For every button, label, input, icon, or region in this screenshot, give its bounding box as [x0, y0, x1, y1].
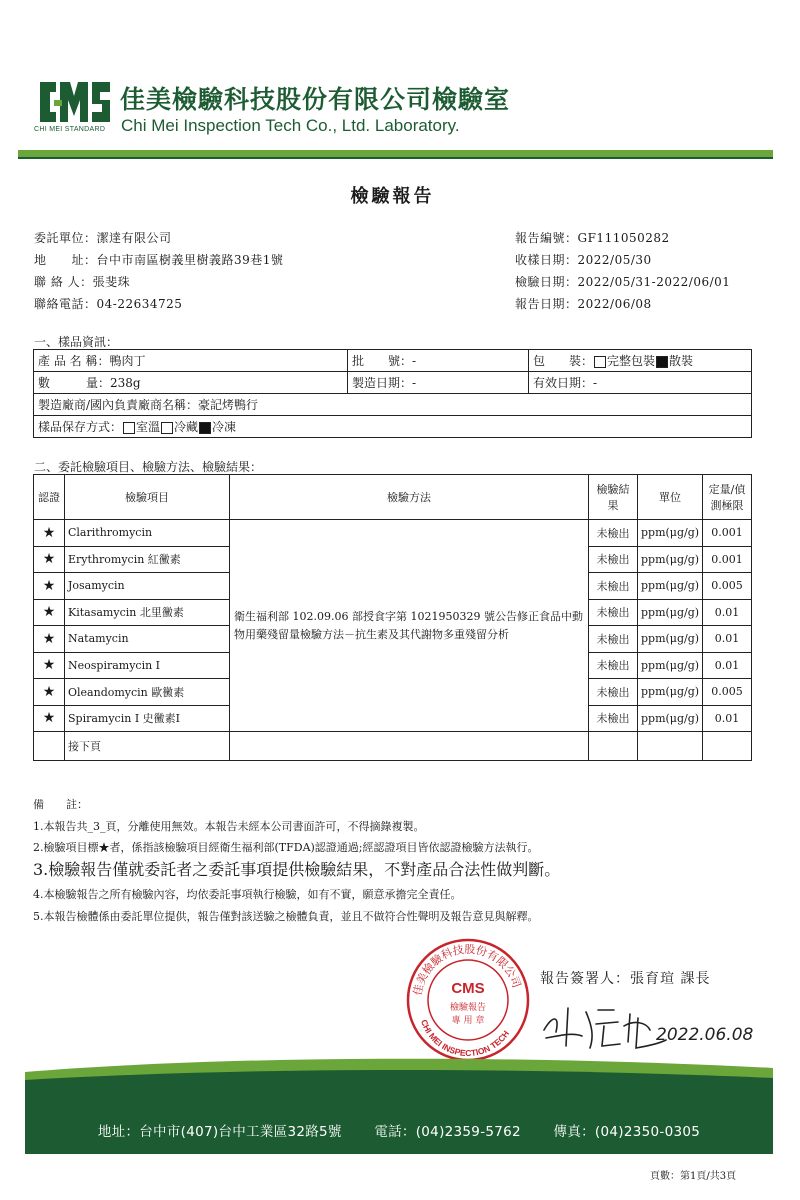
header-method: 檢驗方法: [230, 475, 589, 520]
test-limit: 0.005: [703, 573, 752, 600]
manufacturer-cell: 製造廠商/國內負責廠商名稱：豪記烤鴨行: [34, 394, 752, 416]
test-limit: 0.01: [703, 652, 752, 679]
test-result: 未檢出: [589, 652, 638, 679]
header-unit: 單位: [638, 475, 703, 520]
star-icon: ★: [34, 573, 65, 600]
client-phone: 聯絡電話：04-22634725: [34, 297, 183, 311]
test-item: Kitasamycin 北里黴素: [65, 599, 230, 626]
star-icon: ★: [34, 626, 65, 653]
svg-text:檢驗報告: 檢驗報告: [449, 1003, 487, 1013]
company-seal: [405, 937, 531, 1063]
svg-text:專 用 章: 專 用 章: [451, 1016, 485, 1026]
note-5: 5.本報告檢體係由委託單位提供，報告僅對該送驗之檢體負責，並且不做符合性聲明及報告意見與解釋。: [33, 910, 539, 923]
star-icon: ★: [34, 679, 65, 706]
note-1: 1.本報告共_3_頁，分離使用無效。本報告未經本公司書面許可，不得摘錄複製。: [33, 820, 425, 833]
storage-cell: 樣品保存方式： 室溫 冷藏 冷凍: [34, 416, 752, 438]
received-date: 收樣日期：2022/05/30: [515, 253, 652, 267]
test-limit: 0.01: [703, 599, 752, 626]
test-item: Natamycin: [65, 626, 230, 653]
header-cert: 認證: [34, 475, 65, 520]
continued-label: 接下頁: [65, 732, 230, 761]
test-result: 未檢出: [589, 626, 638, 653]
svg-text:CMS: CMS: [451, 980, 485, 997]
exp-date-cell: 有效日期：-: [529, 372, 752, 394]
footer-fax: 傳真：(04)2350-0305: [553, 1124, 701, 1140]
footer-address: 地址：台中市(407)台中工業區32路5號: [97, 1124, 342, 1140]
svg-text:CHI MEI INSPECTION TECH: CHI MEI INSPECTION TECH: [419, 1018, 512, 1059]
test-item: Josamycin: [65, 573, 230, 600]
checkbox-bulk-checked: [656, 356, 668, 368]
note-4: 4.本檢驗報告之所有檢驗內容，均依委託事項執行檢驗，如有不實，願意承擔完全責任。: [33, 888, 462, 901]
report-number: 報告編號：GF111050282: [515, 231, 670, 245]
test-limit: 0.01: [703, 626, 752, 653]
footer-phone: 電話：(04)2359-5762: [374, 1124, 521, 1140]
test-results-table: [33, 474, 752, 761]
test-unit: ppm(μg/g): [638, 599, 703, 626]
header-limit: 定量/偵測極限: [703, 475, 752, 520]
test-unit: ppm(μg/g): [638, 573, 703, 600]
test-item: Oleandomycin 歐黴素: [65, 679, 230, 706]
checkbox-refrigerated: [161, 422, 173, 434]
quantity-cell: 數 量：238g: [34, 372, 348, 394]
header-item: 檢驗項目: [65, 475, 230, 520]
section-sample-title: 一、樣品資訊：: [34, 335, 119, 349]
test-limit: 0.001: [703, 520, 752, 547]
company-logo: [34, 78, 114, 126]
signer: 報告簽署人：張育瑄 課長: [540, 971, 711, 987]
product-name-cell: 產 品 名 稱：鴨肉丁: [34, 350, 348, 372]
batch-cell: 批 號：-: [348, 350, 529, 372]
star-icon: ★: [34, 705, 65, 732]
test-result: 未檢出: [589, 705, 638, 732]
mfg-date-cell: 製造日期：-: [348, 372, 529, 394]
header-divider-dark: [18, 157, 773, 159]
note-2: 2.檢驗項目標★者，係指該檢驗項目經衛生福利部(TFDA)認證通過;經認證項目皆依認證檢驗方法執行。: [33, 841, 539, 854]
report-date: 報告日期：2022/06/08: [515, 297, 652, 311]
package-cell: 包 裝： 完整包裝 散裝: [529, 350, 752, 372]
page-number: 頁數：第1頁/共3頁: [650, 1171, 737, 1182]
client-unit: 委託單位：潔達有限公司: [34, 231, 172, 245]
star-icon: ★: [34, 546, 65, 573]
test-unit: ppm(μg/g): [638, 652, 703, 679]
test-unit: ppm(μg/g): [638, 520, 703, 547]
page-title: 檢驗報告: [350, 186, 435, 207]
star-icon: ★: [34, 599, 65, 626]
test-result: 未檢出: [589, 546, 638, 573]
test-date: 檢驗日期：2022/05/31-2022/06/01: [515, 275, 731, 289]
test-unit: ppm(μg/g): [638, 546, 703, 573]
client-address: 地 址：台中市南區樹義里樹義路39巷1號: [34, 253, 284, 267]
test-method: 衛生福利部 102.09.06 部授食字第 1021950329 號公告修正食品中動物用藥殘留量檢驗方法－抗生素及其代謝物多重殘留分析: [230, 520, 589, 732]
test-unit: ppm(μg/g): [638, 679, 703, 706]
checkbox-complete: [594, 356, 606, 368]
test-item: Erythromycin 紅黴素: [65, 546, 230, 573]
svg-text:2022.06.08: 2022.06.08: [656, 1025, 754, 1045]
star-icon: ★: [34, 520, 65, 547]
sample-info-table: [33, 349, 752, 438]
test-result: 未檢出: [589, 573, 638, 600]
company-name-en: Chi Mei Inspection Tech Co., Ltd. Laboratory.: [121, 116, 460, 135]
test-item: Clarithromycin: [65, 520, 230, 547]
section-tests-title: 二、委託檢驗項目、檢驗方法、檢驗結果：: [34, 460, 263, 474]
company-name-cn: 佳美檢驗科技股份有限公司檢驗室: [120, 85, 511, 114]
test-unit: ppm(μg/g): [638, 705, 703, 732]
star-icon: ★: [34, 652, 65, 679]
checkbox-room-temp: [123, 422, 135, 434]
test-item: Neospiramycin I: [65, 652, 230, 679]
table-row: [34, 520, 752, 547]
test-item: Spiramycin I 史黴素I: [65, 705, 230, 732]
test-result: 未檢出: [589, 520, 638, 547]
test-result: 未檢出: [589, 599, 638, 626]
logo-subtitle: CHI MEI STANDARD: [34, 126, 106, 133]
svg-text:佳美檢驗科技股份有限公司: 佳美檢驗科技股份有限公司: [411, 942, 524, 997]
header-result: 檢驗結果: [589, 475, 638, 520]
note-3: 3.檢驗報告僅就委託者之委託事項提供檢驗結果，不對產品合法性做判斷。: [33, 860, 561, 879]
test-result: 未檢出: [589, 679, 638, 706]
checkbox-frozen-checked: [199, 422, 211, 434]
handwritten-signature: [538, 996, 768, 1056]
header-divider: [18, 150, 773, 157]
table-row-continued: [34, 732, 752, 761]
test-unit: ppm(μg/g): [638, 626, 703, 653]
client-contact: 聯 絡 人：張斐珠: [34, 275, 131, 289]
test-limit: 0.005: [703, 679, 752, 706]
test-limit: 0.001: [703, 546, 752, 573]
notes-label: 備 註：: [33, 798, 88, 811]
footer-contact: [25, 1120, 773, 1140]
test-limit: 0.01: [703, 705, 752, 732]
